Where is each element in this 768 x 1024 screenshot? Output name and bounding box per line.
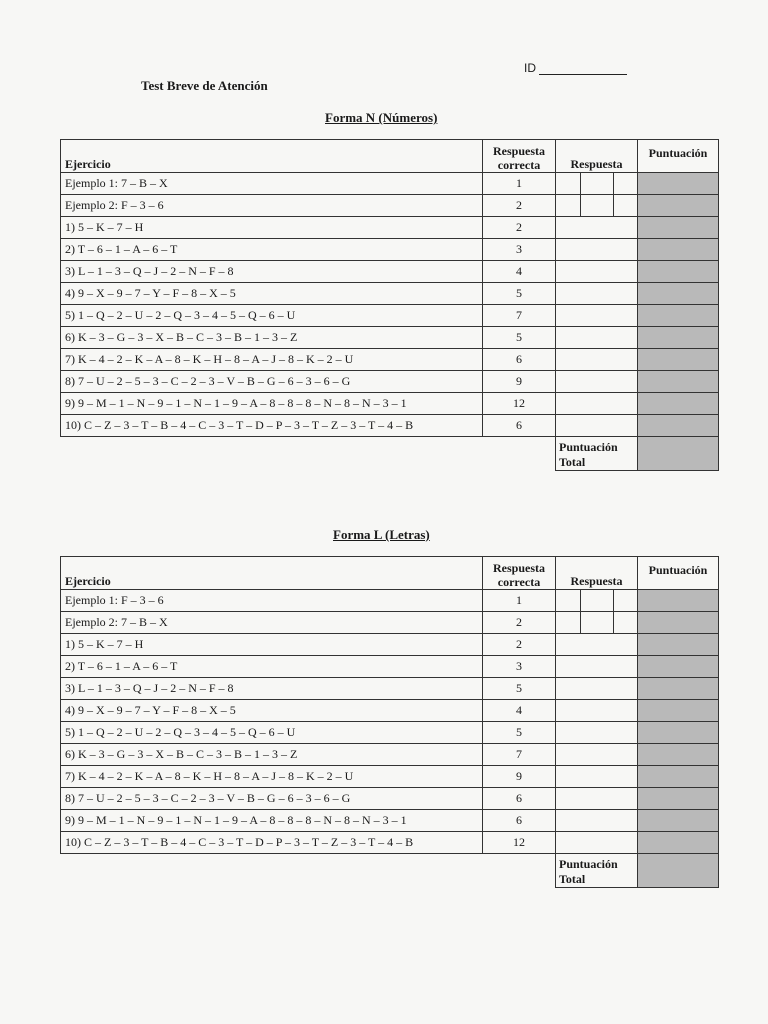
example-ejercicio: Ejemplo 1: 7 – B – X	[61, 173, 483, 195]
form-n-title: Forma N (Números)	[325, 110, 438, 125]
example-respuesta-correcta: 2	[483, 612, 556, 634]
exercise-row	[61, 766, 719, 788]
answer-cell[interactable]	[556, 832, 638, 854]
exercise-row	[61, 261, 719, 283]
exercise-ejercicio: 9) 9 – M – 1 – N – 9 – 1 – N – 1 – 9 – A – 8 – 8 – 8 – N – 8 – N – 3 – 1	[61, 810, 483, 832]
example-answer-box[interactable]	[614, 590, 638, 612]
exercise-ejercicio: 7) K – 4 – 2 – K – A – 8 – K – H – 8 – A – J – 8 – K – 2 – U	[61, 349, 483, 371]
total-row	[61, 854, 719, 888]
form-n-table	[60, 139, 719, 471]
example-answer-box[interactable]	[581, 195, 614, 217]
id-field[interactable]	[524, 61, 627, 75]
exercise-row	[61, 393, 719, 415]
exercise-ejercicio: 10) C – Z – 3 – T – B – 4 – C – 3 – T – D – P – 3 – T – Z – 3 – T – 4 – B	[61, 832, 483, 854]
score-cell-shaded	[638, 173, 719, 195]
score-cell-shaded	[638, 656, 719, 678]
example-answer-box[interactable]	[556, 173, 581, 195]
example-answer-box[interactable]	[581, 590, 614, 612]
score-cell-shaded	[638, 393, 719, 415]
header-puntuacion: Puntuación	[638, 140, 719, 173]
score-cell-shaded	[638, 283, 719, 305]
total-score-cell[interactable]	[638, 437, 719, 471]
exercise-row	[61, 700, 719, 722]
example-respuesta-correcta: 2	[483, 195, 556, 217]
exercise-row	[61, 371, 719, 393]
total-spacer	[61, 437, 483, 471]
exercise-row	[61, 656, 719, 678]
exercise-ejercicio: 5) 1 – Q – 2 – U – 2 – Q – 3 – 4 – 5 – Q – 6 – U	[61, 305, 483, 327]
score-cell-shaded	[638, 612, 719, 634]
exercise-respuesta-correcta: 5	[483, 327, 556, 349]
answer-cell[interactable]	[556, 810, 638, 832]
exercise-respuesta-correcta: 9	[483, 766, 556, 788]
exercise-ejercicio: 5) 1 – Q – 2 – U – 2 – Q – 3 – 4 – 5 – Q – 6 – U	[61, 722, 483, 744]
answer-cell[interactable]	[556, 788, 638, 810]
header-respuesta: Respuesta	[556, 140, 638, 173]
exercise-ejercicio: 9) 9 – M – 1 – N – 9 – 1 – N – 1 – 9 – A – 8 – 8 – 8 – N – 8 – N – 3 – 1	[61, 393, 483, 415]
exercise-respuesta-correcta: 4	[483, 261, 556, 283]
score-cell-shaded	[638, 349, 719, 371]
answer-cell[interactable]	[556, 239, 638, 261]
exercise-respuesta-correcta: 4	[483, 700, 556, 722]
score-cell-shaded	[638, 239, 719, 261]
exercise-ejercicio: 4) 9 – X – 9 – 7 – Y – F – 8 – X – 5	[61, 700, 483, 722]
exercise-ejercicio: 2) T – 6 – 1 – A – 6 – T	[61, 239, 483, 261]
exercise-row	[61, 744, 719, 766]
exercise-ejercicio: 3) L – 1 – 3 – Q – J – 2 – N – F – 8	[61, 261, 483, 283]
exercise-row	[61, 722, 719, 744]
header-puntuacion: Puntuación	[638, 557, 719, 590]
score-cell-shaded	[638, 766, 719, 788]
exercise-ejercicio: 8) 7 – U – 2 – 5 – 3 – C – 2 – 3 – V – B – G – 6 – 3 – 6 – G	[61, 788, 483, 810]
example-answer-box[interactable]	[581, 612, 614, 634]
score-cell-shaded	[638, 590, 719, 612]
score-cell-shaded	[638, 415, 719, 437]
total-label: Puntuación Total	[556, 437, 638, 471]
example-answer-box[interactable]	[614, 173, 638, 195]
answer-cell[interactable]	[556, 217, 638, 239]
exercise-respuesta-correcta: 6	[483, 349, 556, 371]
exercise-row	[61, 217, 719, 239]
example-respuesta-correcta: 1	[483, 590, 556, 612]
answer-cell[interactable]	[556, 766, 638, 788]
exercise-respuesta-correcta: 9	[483, 371, 556, 393]
answer-cell[interactable]	[556, 744, 638, 766]
form-l-table	[60, 556, 719, 888]
score-cell-shaded	[638, 810, 719, 832]
exercise-row	[61, 239, 719, 261]
exercise-ejercicio: 6) K – 3 – G – 3 – X – B – C – 3 – B – 1 – 3 – Z	[61, 327, 483, 349]
answer-cell[interactable]	[556, 415, 638, 437]
total-score-cell[interactable]	[638, 854, 719, 888]
document-title: Test Breve de Atención	[141, 78, 268, 93]
score-cell-shaded	[638, 678, 719, 700]
header-row	[61, 557, 719, 590]
answer-cell[interactable]	[556, 327, 638, 349]
exercise-row	[61, 810, 719, 832]
score-cell-shaded	[638, 722, 719, 744]
exercise-ejercicio: 1) 5 – K – 7 – H	[61, 217, 483, 239]
exercise-respuesta-correcta: 2	[483, 634, 556, 656]
score-cell-shaded	[638, 700, 719, 722]
total-spacer	[483, 854, 556, 888]
score-cell-shaded	[638, 788, 719, 810]
exercise-row	[61, 832, 719, 854]
example-row	[61, 612, 719, 634]
exercise-respuesta-correcta: 5	[483, 722, 556, 744]
answer-cell[interactable]	[556, 700, 638, 722]
example-ejercicio: Ejemplo 2: F – 3 – 6	[61, 195, 483, 217]
exercise-respuesta-correcta: 5	[483, 678, 556, 700]
answer-cell[interactable]	[556, 305, 638, 327]
answer-cell[interactable]	[556, 261, 638, 283]
exercise-ejercicio: 3) L – 1 – 3 – Q – J – 2 – N – F – 8	[61, 678, 483, 700]
header-respuesta: Respuesta	[556, 557, 638, 590]
answer-cell[interactable]	[556, 371, 638, 393]
exercise-respuesta-correcta: 6	[483, 810, 556, 832]
exercise-row	[61, 678, 719, 700]
exercise-respuesta-correcta: 7	[483, 744, 556, 766]
exercise-row	[61, 788, 719, 810]
exercise-respuesta-correcta: 7	[483, 305, 556, 327]
header-ejercicio: Ejercicio	[61, 140, 483, 173]
exercise-respuesta-correcta: 12	[483, 393, 556, 415]
score-cell-shaded	[638, 634, 719, 656]
exercise-respuesta-correcta: 6	[483, 415, 556, 437]
example-answer-box[interactable]	[556, 590, 581, 612]
exercise-ejercicio: 10) C – Z – 3 – T – B – 4 – C – 3 – T – D – P – 3 – T – Z – 3 – T – 4 – B	[61, 415, 483, 437]
score-cell-shaded	[638, 832, 719, 854]
exercise-ejercicio: 7) K – 4 – 2 – K – A – 8 – K – H – 8 – A – J – 8 – K – 2 – U	[61, 766, 483, 788]
score-cell-shaded	[638, 261, 719, 283]
score-cell-shaded	[638, 327, 719, 349]
exercise-ejercicio: 6) K – 3 – G – 3 – X – B – C – 3 – B – 1 – 3 – Z	[61, 744, 483, 766]
answer-cell[interactable]	[556, 283, 638, 305]
exercise-respuesta-correcta: 5	[483, 283, 556, 305]
answer-cell[interactable]	[556, 393, 638, 415]
exercise-row	[61, 327, 719, 349]
answer-cell[interactable]	[556, 678, 638, 700]
example-row	[61, 173, 719, 195]
exercise-respuesta-correcta: 3	[483, 656, 556, 678]
example-answer-box[interactable]	[556, 195, 581, 217]
exercise-row	[61, 634, 719, 656]
score-cell-shaded	[638, 217, 719, 239]
example-answer-box[interactable]	[614, 195, 638, 217]
exercise-row	[61, 305, 719, 327]
example-row	[61, 590, 719, 612]
header-ejercicio: Ejercicio	[61, 557, 483, 590]
exercise-ejercicio: 8) 7 – U – 2 – 5 – 3 – C – 2 – 3 – V – B – G – 6 – 3 – 6 – G	[61, 371, 483, 393]
score-cell-shaded	[638, 744, 719, 766]
exercise-row	[61, 415, 719, 437]
example-answer-box[interactable]	[581, 173, 614, 195]
form-l-title: Forma L (Letras)	[333, 527, 430, 542]
score-cell-shaded	[638, 305, 719, 327]
total-spacer	[61, 854, 483, 888]
example-row	[61, 195, 719, 217]
exercise-respuesta-correcta: 3	[483, 239, 556, 261]
exercise-ejercicio: 1) 5 – K – 7 – H	[61, 634, 483, 656]
exercise-ejercicio: 2) T – 6 – 1 – A – 6 – T	[61, 656, 483, 678]
id-label: ID	[524, 61, 536, 75]
example-respuesta-correcta: 1	[483, 173, 556, 195]
header-respuesta-correcta: Respuesta correcta	[483, 140, 556, 173]
score-cell-shaded	[638, 371, 719, 393]
example-ejercicio: Ejemplo 2: 7 – B – X	[61, 612, 483, 634]
total-label: Puntuación Total	[556, 854, 638, 888]
example-ejercicio: Ejemplo 1: F – 3 – 6	[61, 590, 483, 612]
answer-cell[interactable]	[556, 634, 638, 656]
total-row	[61, 437, 719, 471]
example-answer-box[interactable]	[556, 612, 581, 634]
exercise-respuesta-correcta: 12	[483, 832, 556, 854]
score-cell-shaded	[638, 195, 719, 217]
answer-cell[interactable]	[556, 656, 638, 678]
header-respuesta-correcta: Respuesta correcta	[483, 557, 556, 590]
id-blank-line[interactable]	[539, 64, 627, 75]
total-spacer	[483, 437, 556, 471]
exercise-ejercicio: 4) 9 – X – 9 – 7 – Y – F – 8 – X – 5	[61, 283, 483, 305]
exercise-row	[61, 349, 719, 371]
example-answer-box[interactable]	[614, 612, 638, 634]
exercise-row	[61, 283, 719, 305]
answer-cell[interactable]	[556, 349, 638, 371]
header-row	[61, 140, 719, 173]
exercise-respuesta-correcta: 2	[483, 217, 556, 239]
exercise-respuesta-correcta: 6	[483, 788, 556, 810]
answer-cell[interactable]	[556, 722, 638, 744]
